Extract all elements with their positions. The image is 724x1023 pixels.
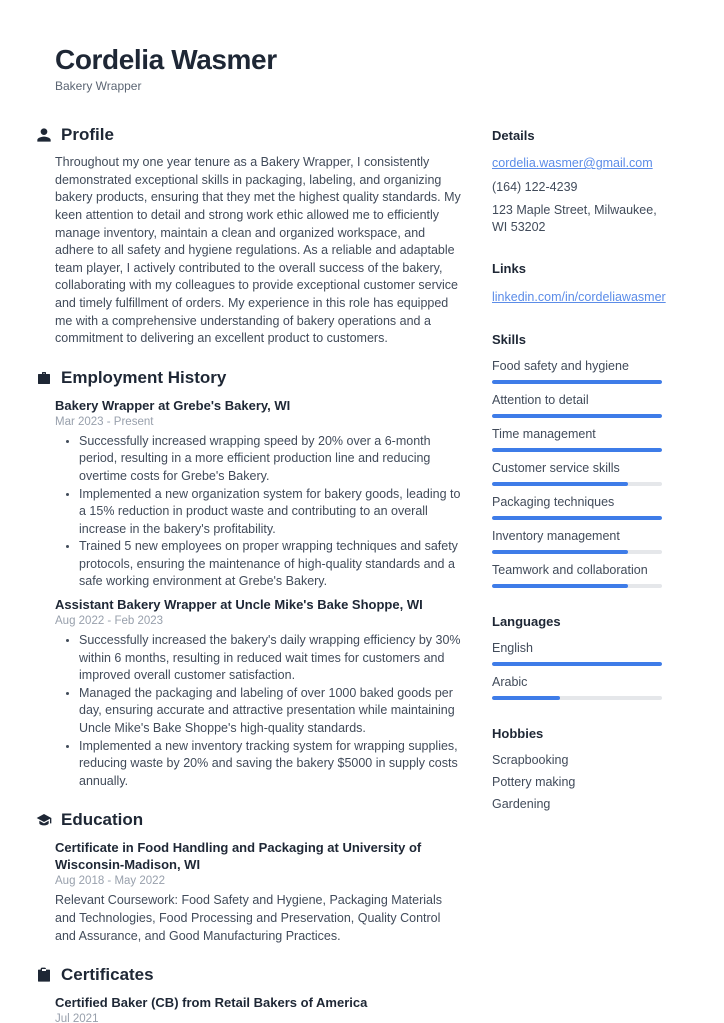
job-title: Assistant Bakery Wrapper at Uncle Mike's Bake Shoppe, WI [55,597,423,613]
job-entry [55,596,464,790]
skill-bar-fill [492,516,662,520]
certificates-section-header [36,965,464,985]
profile-heading: Profile [61,125,114,145]
job-dates: Mar 2023 - Present [55,415,154,428]
skills-heading: Skills [492,332,526,347]
skill-item [492,427,662,452]
job-title: Bakery Wrapper at Grebe's Bakery, WI [55,397,291,413]
job-bullet: • Successfully increased the bakery's daily wrapping efficiency by 30% within 6 months, resulting in reduced wait times for customers and improved overall customer satisfaction. [79,632,464,685]
links-section [492,261,666,306]
hobby-item: Gardening [492,797,551,811]
links-heading: Links [492,261,526,276]
candidate-name: Cordelia Wasmer [55,44,277,75]
skill-bar [492,482,662,486]
hobby-item: Pottery making [492,775,576,789]
skill-label: Food safety and hygiene [492,359,629,373]
education-title: Certificate in Food Handling and Packaging at University of Wisconsin-Madison, WI [55,840,422,873]
clipboard-icon [36,967,52,983]
sidebar [492,128,666,838]
skill-bar-fill [492,550,628,554]
job-bullet: • Implemented a new organization system for bakery goods, leading to a 15% reduction in product waste and contributing to an overall increase in the bakery's profitability. [79,486,464,539]
job-bullet-list [55,632,464,790]
job-entry [55,397,464,591]
certificate-dates: Jul 2021 [55,1013,99,1023]
employment-section [36,368,464,791]
skill-item [492,393,662,418]
skill-bar [492,516,662,520]
details-section [492,128,662,235]
language-bar-fill [492,696,560,700]
job-bullet: • Trained 5 new employees on proper wrapping techniques and safety protocols, ensuring the maintenance of high-quality standards and a safe working environment at Grebe's Bakery. [79,538,464,591]
language-bar-fill [492,662,662,666]
job-dates: Aug 2022 - Feb 2023 [55,615,164,628]
skill-bar [492,584,662,588]
education-heading: Education [61,810,144,830]
language-label: Arabic [492,675,528,689]
skill-label: Inventory management [492,529,620,543]
skill-label: Attention to detail [492,393,589,407]
main-column [36,44,464,1023]
resume-header [55,44,464,93]
details-heading: Details [492,128,535,143]
skill-label: Customer service skills [492,461,620,475]
certificate-title: Certified Baker (CB) from Retail Bakers of America [55,995,368,1011]
skill-item [492,461,662,486]
skill-bar [492,414,662,418]
profile-text: Throughout my one year tenure as a Bakery Wrapper, I consistently demonstrated exceptional skills in packaging, labeling, and organizing bakery products, ensuring that they met the highest quality standards. My keen attention to detail and strong work ethic allowed me to efficiently manage inventory, maintain a clean and organized workspace, and adhere to all safety and hygiene regulations. As a reliable and adaptable team player, I actively contributed to the overall success of the bakery, collaborating with my colleagues to provide exceptional customer service and timely fulfillment of orders. My experience in this role has equipped me with a comprehensive understanding of bakery operations and a commitment to delivering an excellent product to customers. [55,155,461,346]
skill-bar [492,448,662,452]
job-bullet-list [55,433,464,591]
certificates-section [36,965,464,1023]
education-section [36,810,464,945]
languages-heading: Languages [492,614,561,629]
skill-bar-fill [492,584,628,588]
skill-item [492,563,662,588]
hobbies-section [492,726,662,812]
skill-bar-fill [492,448,662,452]
language-label: English [492,641,533,655]
profile-section [36,125,464,348]
skill-bar-fill [492,414,662,418]
skills-section [492,332,662,588]
graduation-cap-icon [36,812,52,828]
education-dates: Aug 2018 - May 2022 [55,875,165,888]
language-bar [492,696,662,700]
skill-item [492,495,662,520]
address: 123 Maple Street, Milwaukee, WI 53202 [492,203,657,234]
linkedin-link[interactable]: linkedin.com/in/cordeliawasmer [492,290,666,304]
languages-section [492,614,662,700]
job-bullet: • Successfully increased wrapping speed by 20% over a 6-month period, resulting in a more efficient production line and reducing overtime costs for Grebe's Bakery. [79,433,464,486]
skill-label: Teamwork and collaboration [492,563,648,577]
hobby-item: Scrapbooking [492,753,569,767]
hobbies-heading: Hobbies [492,726,544,741]
education-section-header [36,810,464,830]
education-description: Relevant Coursework: Food Safety and Hygiene, Packaging Materials and Technologies, Food Processing and Preservation, Quality Control and Assurance, and Good Manufacturing Practices. [55,893,443,943]
skill-bar [492,380,662,384]
employment-section-header [36,368,464,388]
language-item [492,675,662,700]
certificates-heading: Certificates [61,965,154,985]
job-bullet: • Managed the packaging and labeling of over 1000 baked goods per day, ensuring accurate and attractive presentation while maintaining Uncle Mike's Bake Shoppe's high-quality standards. [79,685,464,738]
skill-bar [492,550,662,554]
language-bar [492,662,662,666]
skill-bar-fill [492,380,662,384]
skill-label: Packaging techniques [492,495,615,509]
person-icon [36,127,52,143]
briefcase-icon [36,370,52,386]
skill-item [492,359,662,384]
skill-item [492,529,662,554]
language-item [492,641,662,666]
profile-section-header [36,125,464,145]
email-link[interactable]: cordelia.wasmer@gmail.com [492,156,653,170]
skill-bar-fill [492,482,628,486]
skill-label: Time management [492,427,596,441]
education-entry [55,839,464,945]
phone-number: (164) 122-4239 [492,179,578,194]
job-bullet: • Implemented a new inventory tracking system for wrapping supplies, reducing waste by 20% and saving the bakery $5000 in supply costs annually. [79,738,464,791]
candidate-job-title: Bakery Wrapper [55,79,142,94]
certificate-entry [55,994,464,1023]
employment-heading: Employment History [61,367,227,387]
